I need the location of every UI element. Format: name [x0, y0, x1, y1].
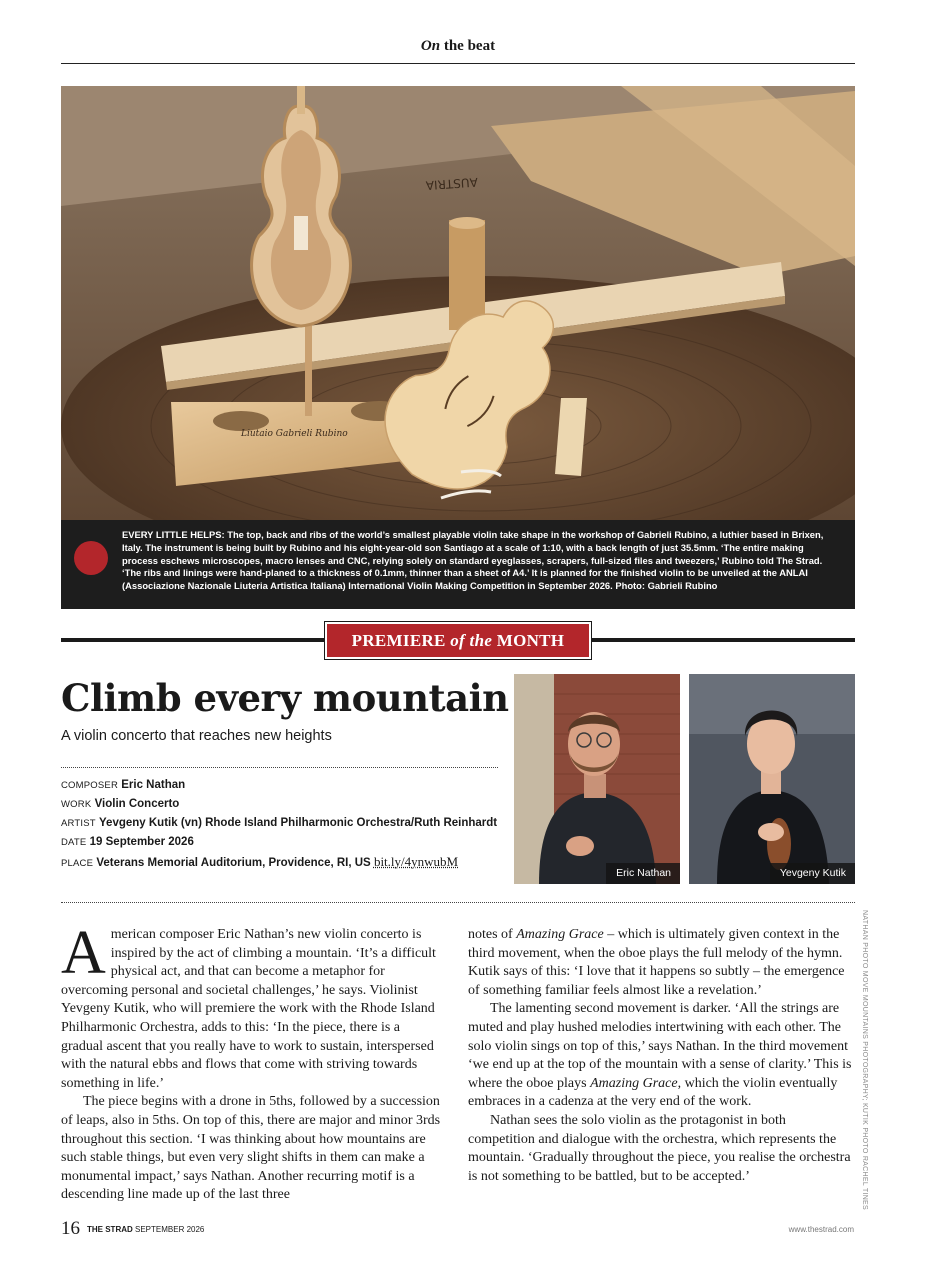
caption-text: EVERY LITTLE HELPS: The top, back and ribs of the world’s smallest playable violin take shape in the workshop of Gabrieli Rubino, a luthier based in Brixen, Italy. The instrument is being built by Rubino and his eight-year-old son Santiago at a scale of 1:10, with a back length of just 35.5mm. ‘The entire making process eschews microscopes, macro lenses and CNC, relying solely on standard eyeglasses, scrapers, full-sized files and tweezers,’ Rubino told The Strad. ‘The ribs and linings were hand-planed to a thickness of 0.1mm, thinner than a sheet of A4.’ It is planned for the finished violin to be unveiled at the ANLAI (Associazione Nazionale Liuteria Artistica Italiana) International Violin Making Competition in September 2026. Photo: Gabrieli Rubino	[122, 529, 824, 592]
fact-key: COMPOSER	[61, 780, 119, 791]
fact-value: 19 September 2026	[89, 836, 194, 848]
paragraph	[468, 926, 854, 1000]
portrait-label-kutik: Yevgeny Kutik	[770, 863, 855, 884]
portrait-eric-nathan-image	[514, 674, 680, 884]
portrait-eric-nathan	[514, 674, 680, 884]
paragraph-text: notes of	[468, 927, 517, 942]
fact-key: DATE	[61, 837, 87, 848]
article-title: Climb every mountain	[61, 676, 509, 720]
fact-box	[61, 776, 501, 873]
portrait-yevgeny-kutik-image	[689, 674, 855, 884]
fact-value: Violin Concerto	[94, 798, 180, 810]
section-banner-part2: of the	[450, 631, 493, 650]
section-banner-part1: PREMIERE	[351, 631, 451, 650]
photo-credit-text: NATHAN PHOTO MOVE MOUNTAINS PHOTOGRAPHY; KUTIK PHOTO RACHEL TINES	[861, 910, 868, 1210]
stamp-text: AUSTRIA	[425, 174, 479, 193]
fact-date	[61, 833, 501, 852]
fact-box-divider	[61, 767, 498, 768]
fact-work	[61, 795, 501, 814]
header-rule	[61, 63, 855, 64]
fact-place	[61, 852, 501, 873]
publication-name: THE STRAD	[87, 1225, 133, 1234]
fact-value: Veterans Memorial Auditorium, Providence, RI, US	[96, 857, 371, 869]
fact-value: Eric Nathan	[121, 779, 186, 791]
article-subtitle: A violin concerto that reaches new heights	[61, 728, 332, 744]
body-divider	[61, 902, 855, 903]
section-rule-left	[61, 638, 325, 642]
body-column-2	[468, 926, 854, 1186]
paragraph-text: The lamenting second movement is darker. ‘All the strings are muted and play hushed melodies intertwining with each other. The solo violin sings on top of this,’ says Nathan. In the third movement ‘we end up at the top of the mountain with a sense of clarity.’ This is where the oboe plays	[468, 1001, 852, 1091]
drop-cap: A	[61, 919, 106, 987]
paragraph	[61, 919, 441, 1093]
work-title-italic: Amazing Grace	[516, 927, 604, 942]
body-column-1	[61, 919, 441, 1205]
running-head-prefix: On	[420, 38, 441, 54]
section-rule-right	[592, 638, 855, 642]
photo-credit-vertical	[861, 910, 878, 1210]
running-head	[61, 38, 855, 55]
portrait-yevgeny-kutik	[689, 674, 855, 884]
page-number: 16	[61, 1218, 80, 1239]
paragraph-text: merican composer Eric Nathan’s new violin concerto is inspired by the act of climbing a mountain. ‘It’s a difficult physical act, and that can become a metaphor for overcoming personal and societal challenges,’ he says. Violinist Yevgeny Kutik, who will premiere the work with the Rhode Island Philharmonic Orchestra, adds to this: ‘In the piece, there is a gradual ascent that you really have to work to sustain, interspersed with the natural ebbs and flows that come with striving towards something in life.’	[61, 927, 436, 1091]
section-banner-part3: MONTH	[492, 631, 565, 650]
running-head-rest: the beat	[440, 38, 496, 54]
caption-marker-icon	[74, 541, 108, 575]
fact-key: WORK	[61, 799, 92, 810]
photo-caption	[61, 520, 855, 609]
paragraph: The piece begins with a drone in 5ths, followed by a succession of leaps, also in 5ths. On top of this, there are major and minor 3rds throughout this section. ‘I was thinking about how mountains are such stable things, but even very slight shifts in them can make a monumental impact,’ says Nathan. Another recurring motif is a descending line made up of the last three	[61, 1094, 441, 1203]
base-label-text: Liutaio Gabrieli Rubino	[241, 429, 348, 439]
fact-value: Yevgeny Kutik (vn) Rhode Island Philharmonic Orchestra/Ruth Reinhardt	[99, 817, 498, 829]
paragraph: Nathan sees the solo violin as the protagonist in both competition and dialogue with the orchestra, which represents the mountain. ‘Gradually throughout the piece, you realise the orchestra is not something to be battled, but to be accepted.’	[468, 1112, 851, 1184]
portrait-label-nathan: Eric Nathan	[606, 863, 680, 884]
workshop-photo	[61, 86, 855, 520]
issue-date: SEPTEMBER 2026	[132, 1225, 205, 1234]
fact-artist	[61, 814, 501, 833]
fact-composer	[61, 776, 501, 795]
website-url[interactable]: www.thestrad.com	[788, 1225, 854, 1234]
section-banner	[327, 624, 589, 657]
work-title-italic: Amazing Grace	[590, 1075, 678, 1091]
paragraph	[468, 1000, 854, 1112]
event-link[interactable]: bit.ly/4ynwubM	[373, 854, 459, 869]
paragraph-text: , which the violin eventually embraces in a cadenza at the very end of the work.	[468, 1075, 838, 1110]
fact-key: PLACE	[61, 858, 94, 869]
publication-line	[87, 1225, 204, 1234]
fact-key: ARTIST	[61, 818, 96, 829]
paragraph-text: – which is ultimately given context in the third movement, when the oboe plays the full melody of the hymn. Kutik says of this: ‘I love that it happens so subtly – the emergence of something familiar feels almost like a revelation.’	[468, 927, 845, 998]
workshop-photo-illustration	[61, 86, 855, 520]
